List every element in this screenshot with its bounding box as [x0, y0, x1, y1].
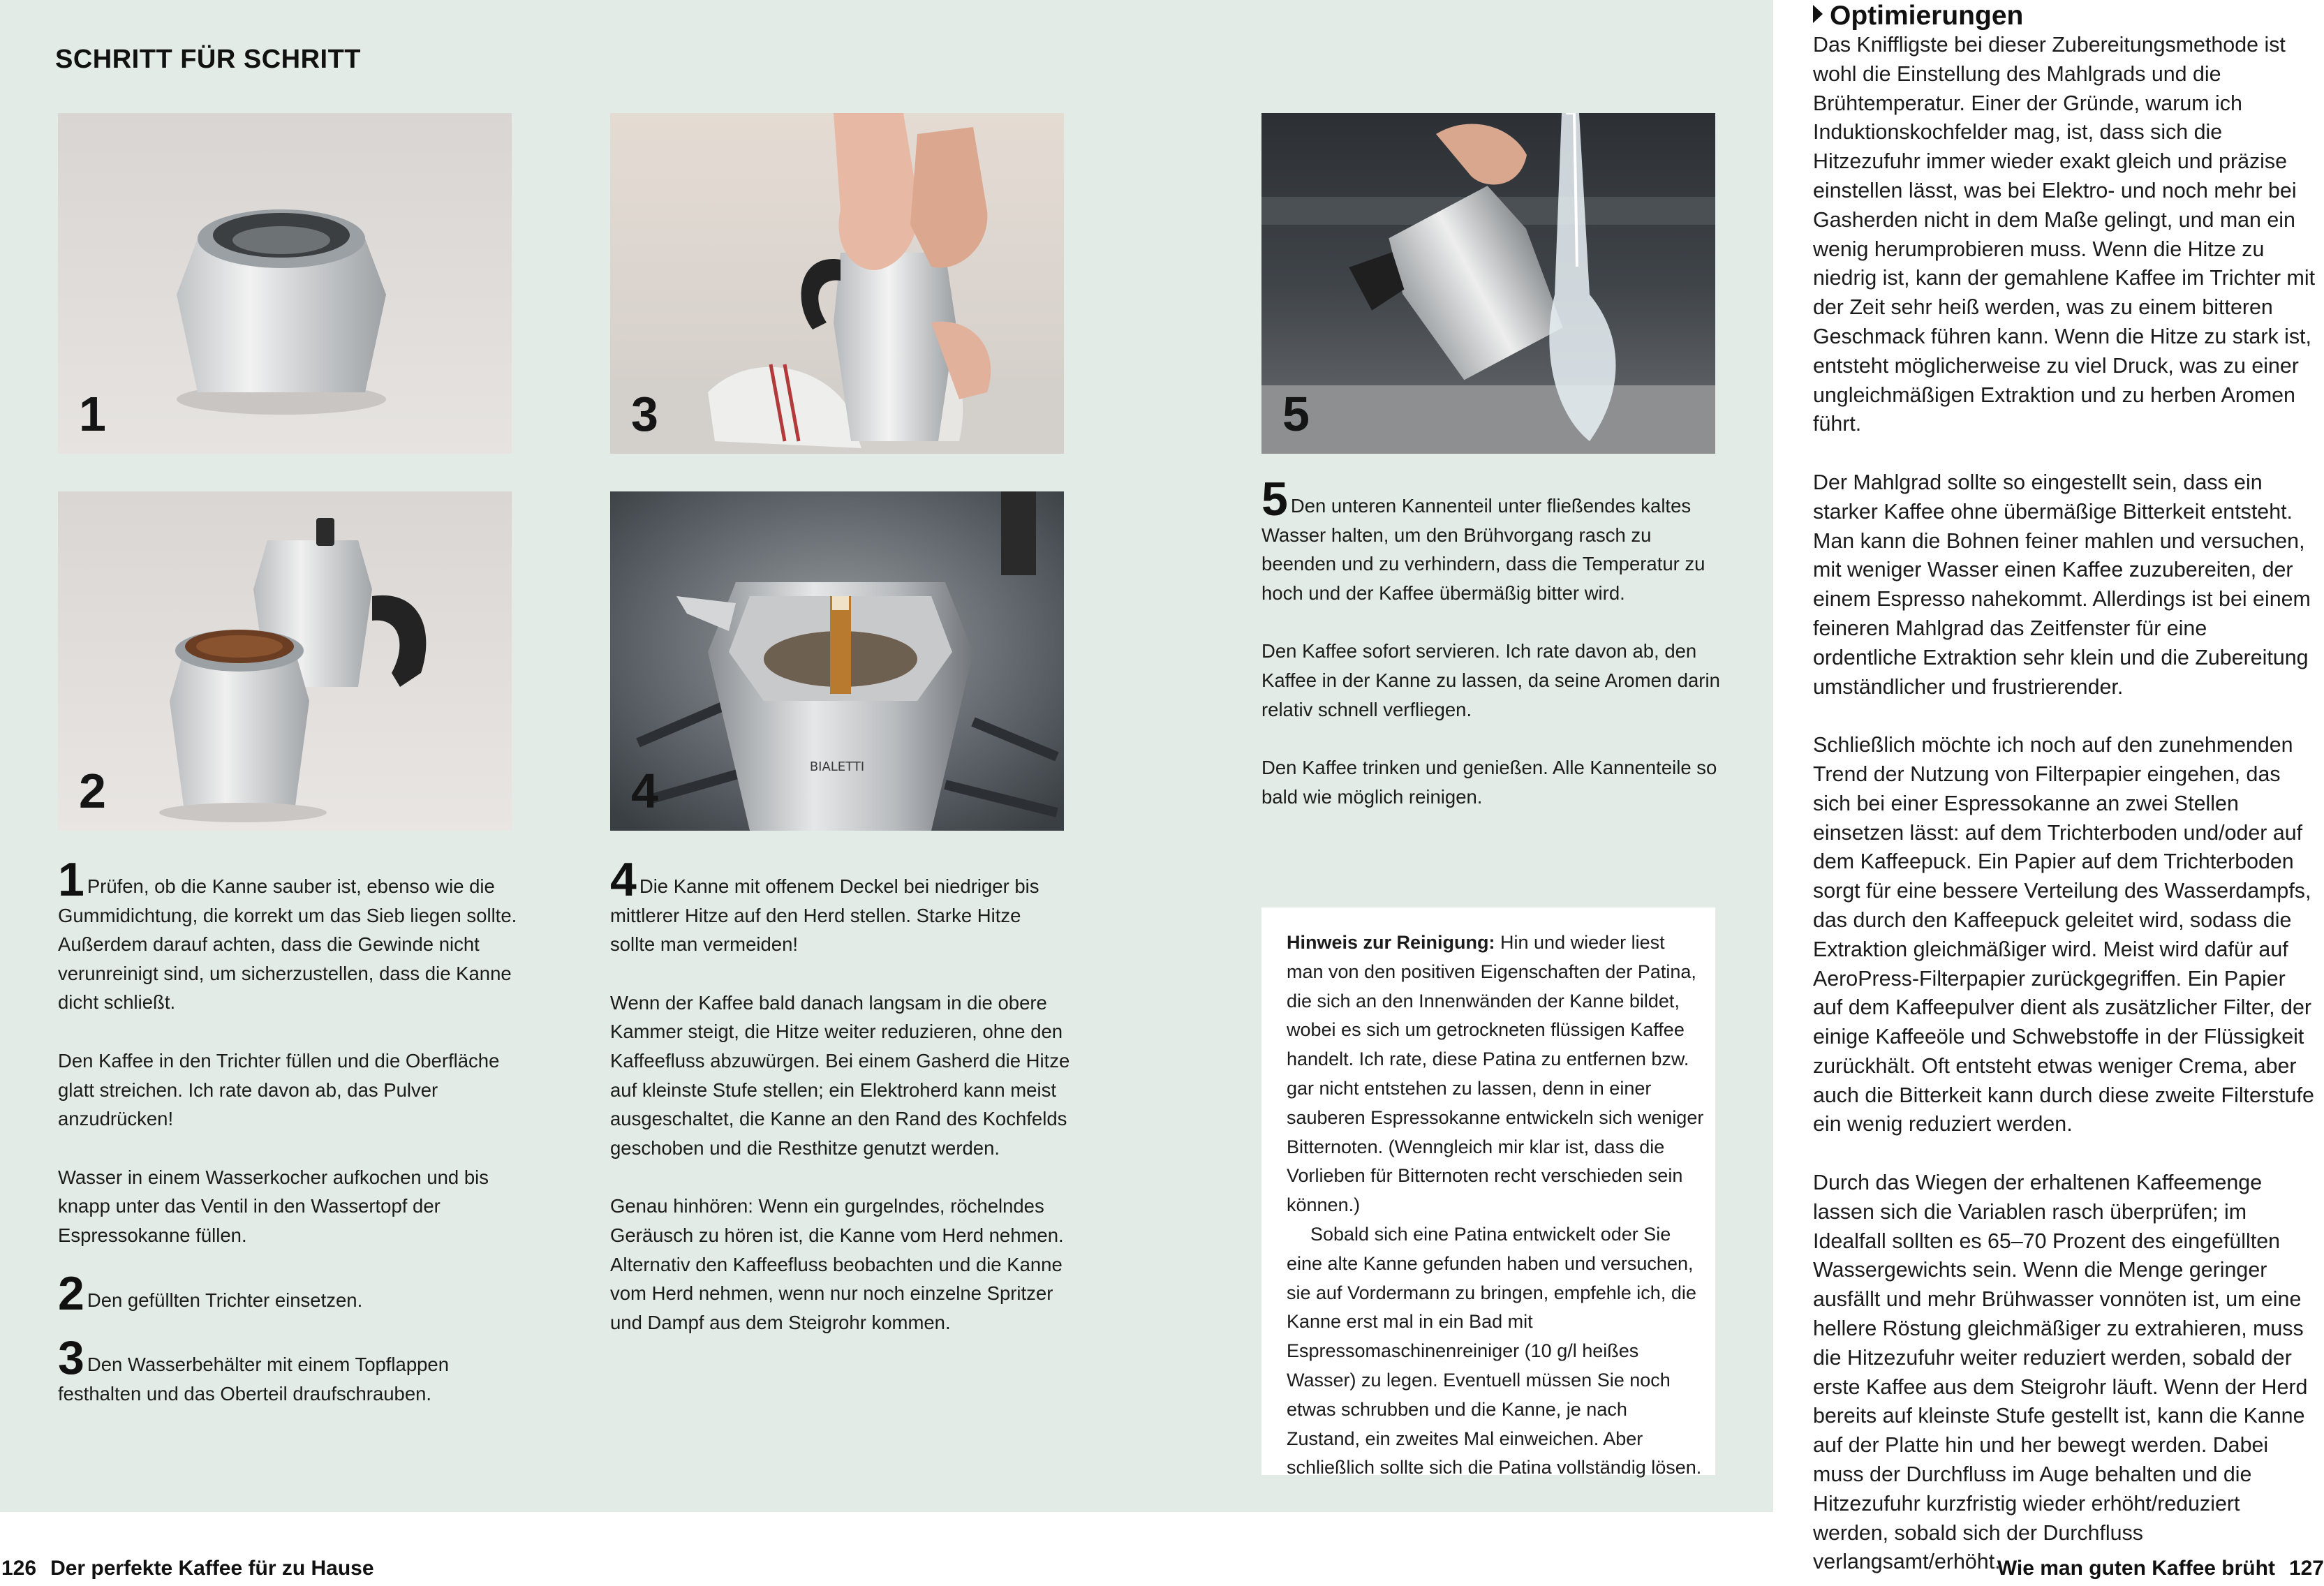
photo-number: 1 [79, 387, 106, 441]
steps-column-1 [58, 853, 519, 1437]
body-paragraph: Der Mahlgrad sollte so eingestellt sein, dass ein starker Kaffee ohne übermäßige Bitterkeit entsteht. Man kann die Bohnen feiner mahlen und versuchen, mit weniger Wasser einen Kaffee zuzubereiten, der einem Espresso nahekommt. Allerdings ist bei einem feineren Mahlgrad das Zeitfenster für eine ordentliche Extraktion sehr klein und die Zubereitung umständlicher und frustrierender. [1813, 470, 2311, 699]
body-paragraph: Schließlich möchte ich noch auf den zunehmenden Trend der Nutzung von Filterpapier eingehen, das sich bei einer Espressokanne an zwei Stellen einsetzen lässt: auf dem Trichterboden und/oder auf dem Kaffeepuck. Ein Papier auf dem Trichterboden sorgt für eine bessere Verteilung des Wasserdampfs, das durch den Kaffeepuck geleitet wird, sodass die Extraktion gleichmäßiger wird. Meist wird dafür auf AeroPress-Filterpapier zurückgegriffen. Ein Papier auf dem Kaffeepulver dient als zusätzlicher Filter, der einige Kaffeeöle und Schwebstoffe in der Flüssigkeit zurückhält. Oft entsteht etwas weniger Crema, aber auch die Bitterkeit kann durch diese zweite Filterstufe ein wenig reduziert werden. [1813, 733, 2314, 1136]
moka-pot-filter-funnel-photo-icon [58, 491, 512, 831]
photo-number: 4 [631, 764, 658, 818]
photo-step-1 [58, 113, 512, 454]
optimierungen-heading [1813, 0, 2023, 32]
photo-number: 5 [1282, 387, 1310, 441]
note-paragraph-1: Hin und wieder liest man von den positiven Eigenschaften der Patina, die sich an den Innenwänden der Kanne bildet, wobei es sich um getrockneten flüssigen Kaffee handelt. Ich rate, diese Patina zu entfernen bzw. gar nicht entstehen zu lassen, denn in einer sauberen Espressokanne entwickeln sich weniger Bitternoten. (Wenngleich mir klar ist, dass die Vorlieben für Bitternoten recht verschieden sein können.) [1287, 932, 1704, 1216]
optimierungen-body [1813, 31, 2316, 1586]
step-2 [58, 1266, 519, 1320]
svg-text:BIALETTI: BIALETTI [809, 759, 865, 774]
step-paragraph: Den Kaffee in den Trichter füllen und die Oberfläche glatt streichen. Ich rate davon ab, das Pulver anzudrücken! [58, 1049, 500, 1130]
step-number: 5 [1261, 473, 1288, 526]
step-text: Die Kanne mit offenem Deckel bei niedriger bis mittlerer Hitze auf den Herd stellen. Starke Hitze sollte man vermeiden! [610, 875, 1039, 956]
step-paragraph: Wasser in einem Wasserkocher aufkochen und bis knapp unter das Ventil in den Wassertopf der Espressokanne füllen. [58, 1166, 489, 1246]
footer-right [1997, 1557, 2324, 1580]
step-text: Den Wasserbehälter mit einem Topflappen festhalten und das Oberteil draufschrauben. [58, 1354, 450, 1405]
section-title: SCHRITT FÜR SCHRITT [55, 45, 362, 74]
step-3 [58, 1331, 519, 1408]
page-number-right: 127 [2288, 1557, 2324, 1580]
step-paragraph: Wenn der Kaffee bald danach langsam in die obere Kammer steigt, die Hitze weiter reduzieren, ohne den Kaffeefluss abzuwürgen. Bei einem Gasherd die Hitze auf kleinste Stufe stellen; ein Elektroherd kann meist ausgeschaltet, die Kanne an den Rand des Kochfelds geschoben und die Resthitze genutzt werden. [610, 991, 1070, 1159]
step-text: Den gefüllten Trichter einsetzen. [87, 1289, 363, 1311]
pot-under-running-water-photo-icon [1261, 113, 1715, 454]
step-5 [1261, 473, 1722, 607]
step-4 [610, 853, 1071, 959]
step-number: 4 [610, 853, 637, 906]
body-paragraph: Durch das Wiegen der erhaltenen Kaffeemenge lassen sich die Variablen rasch überprüfen; im Idealfall sollten es 65–70 Prozent des eingefüllten Wassergewichts sein. Wenn die Menge geringer ausfällt und mehr Brühwasser vonnöten ist, um eine hellere Röstung gleichmäßiger zu extrahieren, muss die Hitzezufuhr weiter reduziert werden, sobald der erste Kaffee aus dem Steigrohr läuft. Wenn der Herd bereits auf kleinste Stufe gestellt ist, kann die Kanne auf der Platte hin und her bewegt werden. Dabei muss der Durchfluss im Auge behalten und die Hitzezufuhr kurzfristig wieder erhöht/reduziert werden, sobald sich der Durchfluss verlangsamt/erhöht. [1813, 1171, 2308, 1574]
cleaning-note-text [1287, 928, 1705, 1483]
step-paragraph: Genau hinhören: Wenn ein gurgelndes, röchelndes Geräusch zu hören ist, die Kanne vom Herd nehmen. Alternativ den Kaffeefluss beobachten und die Kanne vom Herd nehmen, wenn nur noch einzelne Spritzer und Dampf aus dem Steigrohr kommen. [610, 1195, 1064, 1333]
photo-number: 2 [79, 764, 106, 818]
cleaning-note-box [1261, 907, 1715, 1478]
steps-column-2 [610, 853, 1071, 1366]
step-paragraph: Den Kaffee sofort servieren. Ich rate davon ab, den Kaffee in der Kanne zu lassen, da seine Aromen darin relativ schnell verfliegen. [1261, 640, 1720, 720]
step-text: Den unteren Kannenteil unter fließendes kaltes Wasser halten, um den Brühvorgang rasch zu beenden und zu verhindern, dass die Temperatur zu hoch und der Kaffee übermäßig bitter wird. [1261, 495, 1705, 604]
body-paragraph: Das Kniffligste bei dieser Zubereitungsmethode ist wohl die Einstellung des Mahlgrads und die Brühtemperatur. Einer der Gründe, warum ich Induktionskochfelder mag, ist, dass sich die Hitzezufuhr immer wieder exakt gleich und präzise einstellen lässt, was bei Elektro- und noch mehr bei Gasherden nicht in dem Maße gelingt, und man ein wenig herumprobieren muss. Wenn die Hitze zu niedrig ist, kann der gemahlene Kaffee im Trichter mit der Zeit sehr heiß werden, was zu einem bitteren Geschmack führen kann. Wenn die Hitze zu stark ist, entsteht möglicherweise zu viel Druck, was zu einer ungleichmäßigen Extraktion und zu herben Aromen führt. [1813, 33, 2316, 436]
step-text: Prüfen, ob die Kanne sauber ist, ebenso wie die Gummidichtung, die korrekt um das Sieb liegen sollte. Außerdem darauf achten, dass die Gewinde nicht verunreinigt sind, um sicherzustellen, dass die Kanne dicht schließt. [58, 875, 517, 1014]
heading-text: Optimierungen [1830, 1, 2024, 31]
footer-left [1, 1557, 374, 1580]
step-number: 2 [58, 1266, 84, 1320]
note-paragraph-2: Sobald sich eine Patina entwickelt oder Sie eine alte Kanne gefunden haben und versuchen, sie auf Vordermann zu bringen, empfehle ich, die Kanne erst mal in ein Bad mit Espressomaschinenreiniger (10 g/l heißes Wasser) zu legen. Eventuell müssen Sie noch etwas schrubben und die Kanne, je nach Zustand, ein zweites Mal einweichen. Aber schließlich sollte sich die Patina vollständig lösen. [1287, 1223, 1702, 1478]
photo-step-2 [58, 491, 512, 831]
photo-step-4 [610, 491, 1064, 831]
photo-number: 3 [631, 387, 658, 441]
step-number: 3 [58, 1331, 84, 1385]
note-lead: Hinweis zur Reinigung: [1287, 932, 1495, 953]
open-pot-on-stove-photo-icon [610, 491, 1064, 831]
page-number-left: 126 [1, 1557, 37, 1580]
footer-title-left: Der perfekte Kaffee für zu Hause [50, 1557, 374, 1580]
triangle-marker-icon [1813, 5, 1823, 23]
steps-column-3 [1261, 473, 1722, 840]
step-number: 1 [58, 853, 84, 906]
photo-step-3 [610, 113, 1064, 454]
moka-pot-bottom-chamber-photo-icon [58, 113, 512, 454]
step-paragraph: Den Kaffee trinken und genießen. Alle Kannenteile so bald wie möglich reinigen. [1261, 757, 1717, 808]
hands-screwing-pot-photo-icon [610, 113, 1064, 454]
photo-step-5 [1261, 113, 1715, 454]
footer-title-right: Wie man guten Kaffee brüht [1997, 1557, 2275, 1580]
step-1 [58, 853, 519, 1017]
